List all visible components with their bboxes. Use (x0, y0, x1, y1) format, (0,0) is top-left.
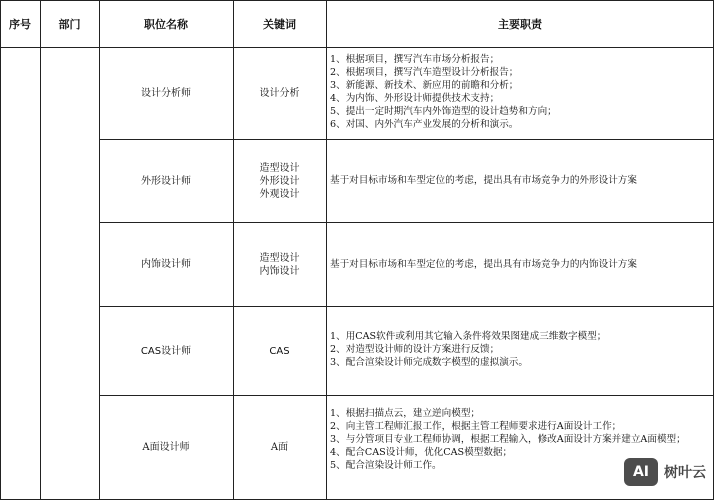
col-divider (0, 0, 1, 500)
position-cell: 内饰设计师 (141, 259, 191, 270)
duty-line: 4、为内饰、外形设计师提供技术支持； (330, 93, 500, 104)
header-seq: 序号 (9, 17, 31, 31)
duty-line: 4、配合CAS设计师，优化CAS模型数据； (330, 447, 513, 458)
keywords-cell (233, 307, 326, 395)
header-duties: 主要职责 (498, 17, 542, 31)
duty-line: 5、配合渲染设计师工作。 (330, 460, 442, 471)
keywords-cell (233, 140, 326, 222)
duty-line: 1、根据扫描点云，建立逆向模型； (330, 408, 481, 419)
col-divider (40, 0, 41, 500)
keywords-cell (233, 396, 326, 499)
keyword: 造型设计 (259, 162, 300, 174)
keyword: 造型设计 (259, 252, 300, 264)
duty-line: 5、提出一定时期汽车内外饰造型的设计趋势和方向； (330, 106, 557, 117)
keywords-cell (233, 223, 326, 306)
duty-line: 3、与分管项目专业工程师协调，根据工程输入，修改A面设计方案并建立A面模型； (330, 434, 686, 445)
duty-line: 1、根据项目，撰写汽车市场分析报告； (330, 54, 500, 65)
duty-line: 2、向主管工程师汇报工作，根据主管工程师要求进行A面设计工作； (330, 421, 622, 432)
watermark (624, 458, 706, 486)
position-cell: 设计分析师 (141, 88, 191, 99)
duty-line: 2、根据项目，撰写汽车造型设计分析报告； (330, 67, 519, 78)
watermark-text: 树叶云 (664, 465, 706, 481)
keywords-cell (233, 48, 326, 139)
keyword: A面 (270, 442, 289, 453)
position-cell: A面设计师 (142, 442, 190, 453)
duty-line: 1、用CAS软件或利用其它输入条件将效果图建成三维数字模型； (330, 331, 607, 342)
col-divider (326, 0, 327, 500)
keyword: 外形设计 (259, 175, 300, 187)
header-position: 职位名称 (144, 17, 188, 31)
header-dept: 部门 (58, 17, 81, 31)
keyword: CAS (269, 345, 290, 357)
keyword: 设计分析 (259, 88, 300, 99)
duty-line: 基于对目标市场和车型定位的考虑，提出具有市场竞争力的外形设计方案 (330, 175, 637, 186)
header-keywords: 关键词 (263, 17, 296, 31)
watermark-logo: AI (624, 458, 658, 486)
duty-line: 3、配合渲染设计师完成数字模型的虚拟演示。 (330, 357, 528, 368)
position-cell: 外形设计师 (141, 175, 191, 187)
duty-line: 2、对造型设计师的设计方案进行反馈； (330, 344, 500, 355)
keyword: 内饰设计 (259, 265, 300, 277)
position-cell: CAS设计师 (140, 345, 192, 357)
duty-line: 基于对目标市场和车型定位的考虑，提出具有市场竞争力的内饰设计方案 (330, 259, 637, 270)
duty-line: 3、新能源、新技术、新应用的前瞻和分析； (330, 80, 519, 91)
keyword: 外观设计 (259, 188, 300, 200)
duty-line: 6、对国、内外汽车产业发展的分析和演示。 (330, 119, 519, 130)
